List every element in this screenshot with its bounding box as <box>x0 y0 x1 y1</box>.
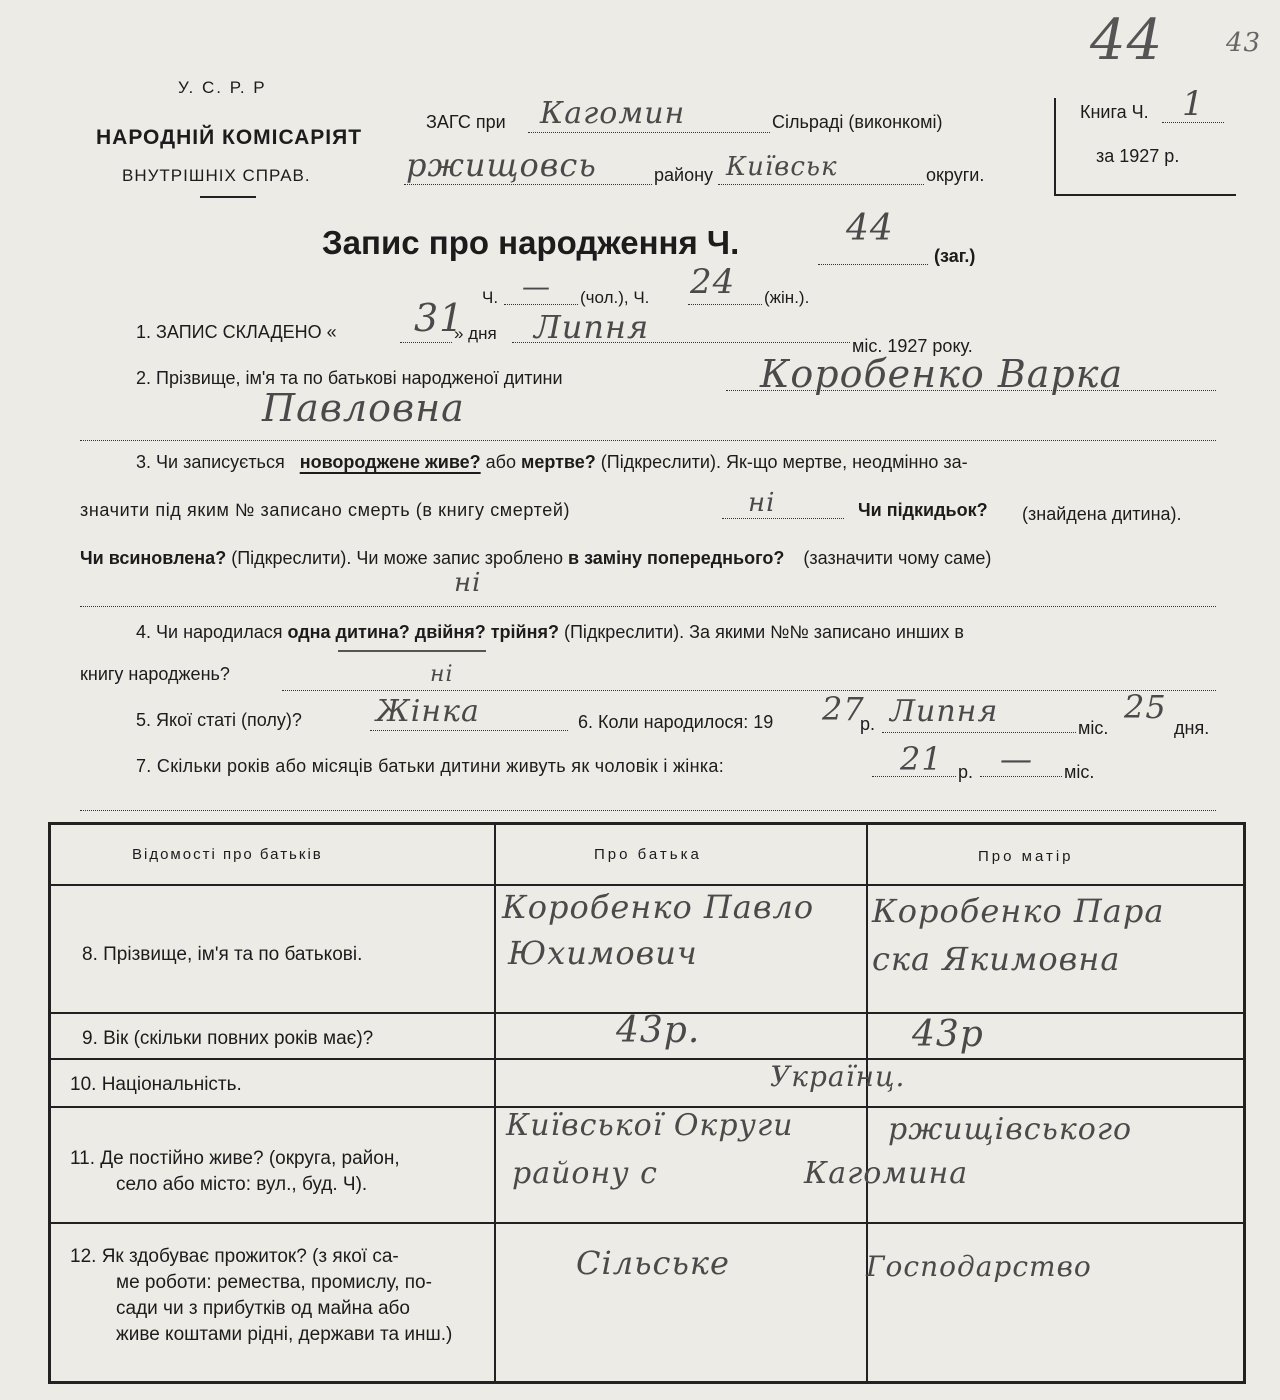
record-title: Запис про народження Ч. <box>322 224 740 261</box>
item5-sex-value: Жінка <box>376 694 480 729</box>
row9-father-age: 43р. <box>616 1010 701 1051</box>
row8-father-line2: Юхимович <box>508 934 698 972</box>
item7-years-value: 21 <box>900 740 943 778</box>
row12-mother-occupation: Господарство <box>866 1250 1092 1283</box>
item3-text-a: 3. Чи записується <box>136 452 285 472</box>
item6-year-value: 27 <box>822 690 865 728</box>
record-number-field <box>818 264 928 265</box>
item1-day-value: 31 <box>414 296 465 340</box>
zags-suffix: Сільраді (виконкомі) <box>772 112 943 132</box>
item3-death-number-value: ні <box>748 488 776 518</box>
item4-line1 <box>136 622 964 643</box>
row11-mother-line1: ржищівського <box>888 1112 1133 1147</box>
item3-text-b: (Підкреслити). Чи може запис зроблено <box>231 548 563 568</box>
item4-line2-label: книгу народжень? <box>80 664 230 684</box>
item7-line2 <box>80 810 1216 811</box>
item3-dead-option: мертве? <box>521 452 596 472</box>
male-number-value: — <box>522 270 551 303</box>
row9-label: 9. Вік (скільки повних років має)? <box>82 1028 374 1049</box>
item7-years-label: р. <box>958 762 974 782</box>
table-col-divider-1 <box>494 822 496 1384</box>
row10-nationality: Українц. <box>770 1060 906 1093</box>
row11-mother-line2: Кагомина <box>804 1156 969 1191</box>
row12-label-line2: ме роботи: ремества, промислу, по- <box>116 1272 432 1293</box>
rayon-value: ржищовсь <box>406 146 597 184</box>
rayon-label: району <box>654 165 714 185</box>
item3-adopted: Чи всиновлена? <box>80 548 227 568</box>
item3-text-d: (зазначити чому саме) <box>803 548 992 568</box>
item3-foundling: Чи підкидьок? <box>858 500 988 520</box>
item2-label: 2. Прізвище, ім'я та по батькові народженої дитини <box>136 368 563 388</box>
item4-numbers-field <box>282 690 1216 691</box>
female-number-value: 24 <box>690 262 736 302</box>
row12-label-line4: живе коштами рідні, держави та инш.) <box>116 1324 453 1345</box>
record-title-suffix: (заг.) <box>934 246 976 266</box>
item1-day-label: » дня <box>454 324 497 343</box>
row10-label: 10. Національність. <box>70 1074 242 1095</box>
table-row-divider-4 <box>48 1222 1246 1224</box>
item1-suffix: міс. 1927 року. <box>852 336 973 356</box>
item3-text-e: (Підкреслити). Як-що мертве, неодмінно за- <box>600 452 968 472</box>
item7-label: 7. Скільки років або місяців батьки дитини живуть як чоловік і жінка: <box>136 756 725 776</box>
item4-text-c: (Підкреслити). За якими №№ записано инших в <box>564 622 964 642</box>
item1-month-value: Липня <box>534 308 650 346</box>
book-label: Книга Ч. <box>1080 102 1149 122</box>
item3-line2-text: значити під яким № записано смерть (в книгу смертей) <box>80 500 571 520</box>
book-year-label: за 1927 р. <box>1096 146 1180 166</box>
item1-day-field <box>400 342 452 343</box>
row12-father-occupation: Сільське <box>576 1244 730 1282</box>
item6-month-value: Липня <box>890 694 999 729</box>
rayon-field <box>404 184 652 185</box>
row11-label-line1: 11. Де постійно живе? (округа, район, <box>70 1148 400 1169</box>
item4-underline-mark <box>338 650 486 652</box>
item7-months-value: — <box>1000 740 1033 778</box>
item5-label: 5. Якої статі (полу)? <box>136 710 302 730</box>
item2-patronymic-value: Павловна <box>262 386 465 430</box>
item3-line1 <box>136 452 968 473</box>
table-header-divider <box>48 884 1246 886</box>
commissariat-title: НАРОДНІЙ КОМІСАРІЯТ <box>96 126 363 149</box>
corner-page-number: 44 <box>1090 8 1164 73</box>
department-label: ВНУТРІШНІХ СПРАВ. <box>122 166 311 185</box>
item4-numbers-value: ні <box>430 662 454 687</box>
item3-line3 <box>80 548 991 569</box>
row8-mother-line2: ска Якимовна <box>872 940 1121 978</box>
item2-line2 <box>80 440 1216 441</box>
item6-day-value: 25 <box>1124 688 1167 726</box>
zags-village-field <box>528 132 770 133</box>
item3-line4 <box>80 606 1216 607</box>
book-number-value: 1 <box>1182 84 1205 124</box>
row8-label: 8. Прізвище, ім'я та по батькові. <box>82 944 363 965</box>
female-number-label: (жін.). <box>764 288 810 307</box>
item6-label: 6. Коли народилося: 19 <box>578 712 774 732</box>
item6-month-label: міс. <box>1078 718 1109 738</box>
corner-small-number: 43 <box>1226 28 1262 58</box>
item6-day-label: дня. <box>1174 718 1210 738</box>
female-number-field <box>688 304 762 305</box>
item2-name-value: Коробенко Варка <box>760 352 1124 396</box>
table-header-info: Відомості про батьків <box>132 846 323 863</box>
ussr-label: У. С. Р. Р <box>178 78 267 97</box>
item3-replacement: в заміну попереднього? <box>568 548 785 568</box>
item5-sex-field <box>370 730 568 731</box>
item4-text-a: 4. Чи народилася <box>136 622 283 642</box>
row11-father-line1: Київської Округи <box>506 1108 794 1143</box>
zags-village-value: Кагомин <box>540 96 686 131</box>
item6-year-label: р. <box>860 714 876 734</box>
okrug-label: округи. <box>926 165 985 185</box>
row12-label-line1: 12. Як здобуває прожиток? (з якої са- <box>70 1246 399 1267</box>
okrug-value: Київськ <box>726 152 838 182</box>
table-col-divider-2 <box>866 822 868 1384</box>
zags-prefix: ЗАГС при <box>426 112 506 132</box>
row8-mother-line1: Коробенко Пара <box>872 892 1165 930</box>
item2-line1 <box>726 390 1216 391</box>
item3-death-number-field <box>722 518 844 519</box>
item3-alive-option: новороджене живе? <box>299 452 481 472</box>
table-row-divider-2 <box>48 1058 1246 1060</box>
okrug-field <box>718 184 924 185</box>
record-number-value: 44 <box>846 208 894 249</box>
table-header-mother: Про матір <box>978 848 1074 865</box>
item3-foundling-note: (знайдена дитина). <box>1022 504 1182 524</box>
male-number-field <box>504 304 578 305</box>
item3-replacement-value: ні <box>454 568 482 598</box>
row12-label-line3: сади чи з прибутків од майна або <box>116 1298 410 1319</box>
row11-father-line2: району с <box>512 1156 658 1191</box>
item7-months-label: міс. <box>1064 762 1095 782</box>
item1-label: 1. ЗАПИС СКЛАДЕНО « <box>136 322 337 342</box>
header-rule <box>200 196 256 198</box>
item3-text-or: або <box>485 452 517 472</box>
table-header-father: Про батька <box>594 846 702 863</box>
male-number-prefix: Ч. <box>482 288 499 307</box>
row9-mother-age: 43р <box>912 1014 984 1055</box>
item4-options: одна дитина? двійня? трійня? <box>287 622 559 642</box>
row11-label-line2: село або місто: вул., буд. Ч). <box>116 1174 368 1195</box>
row8-father-line1: Коробенко Павло <box>502 888 815 926</box>
male-number-label: (чол.), Ч. <box>580 288 650 307</box>
item6-month-field <box>882 732 1076 733</box>
